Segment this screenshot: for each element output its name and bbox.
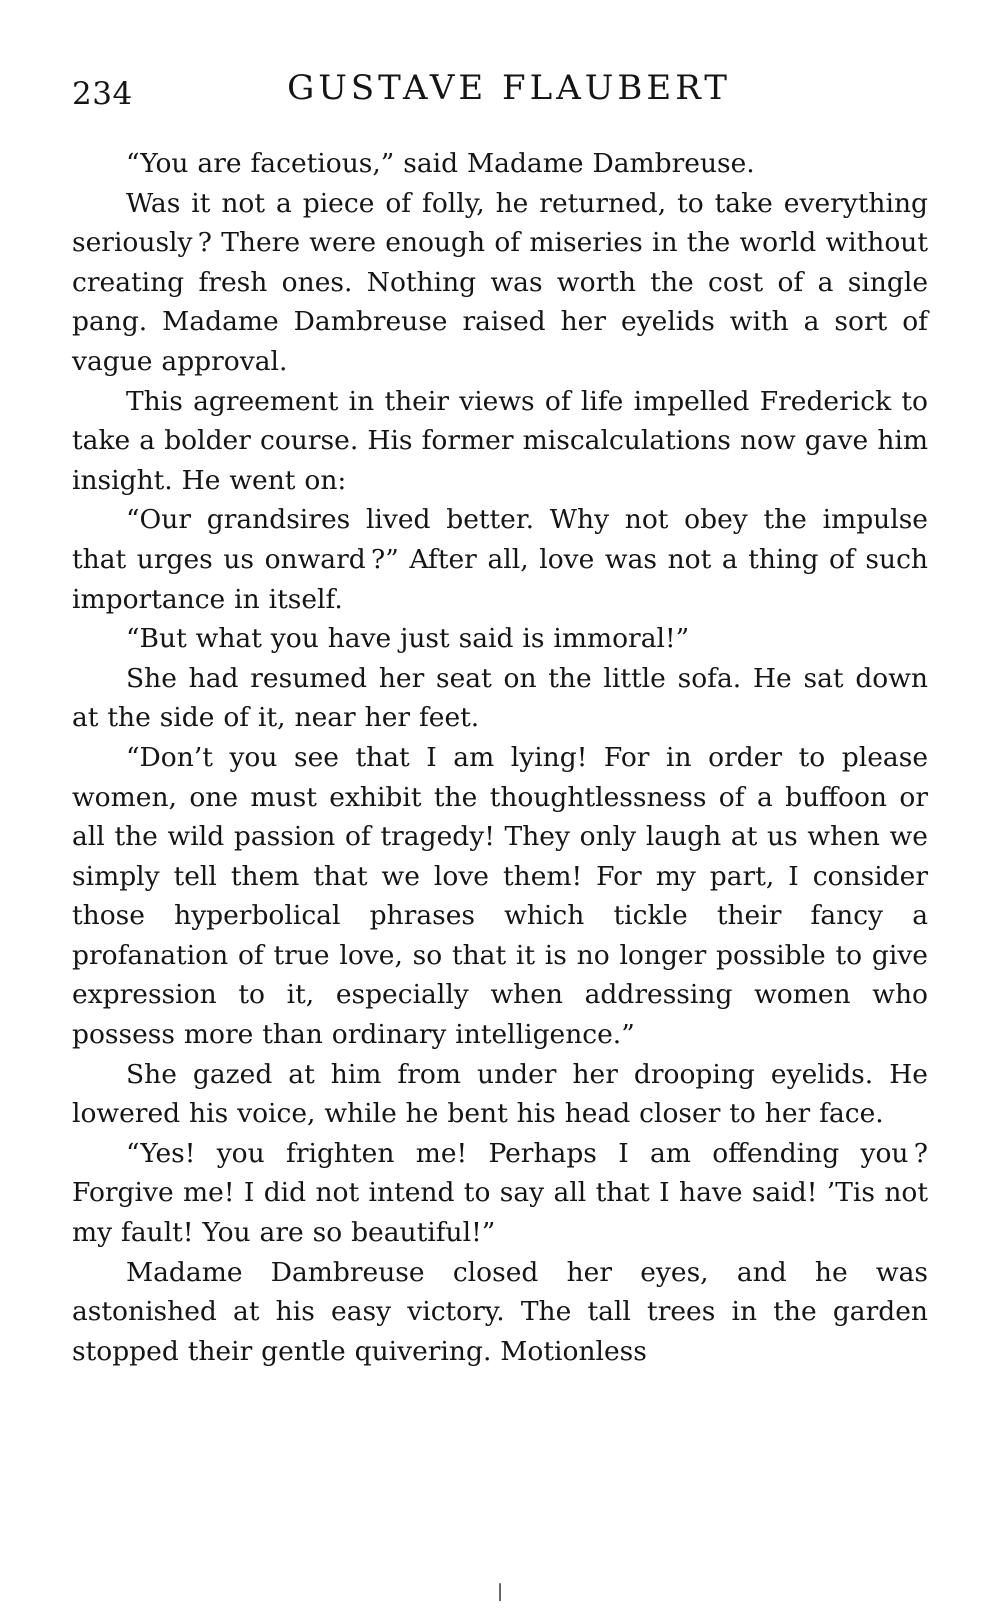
page-number: 234 (72, 76, 133, 112)
paragraph: “Yes! you frighten me! Perhaps I am offending you ? Forgive me! I did not intend to say all that I have said! ’Tis not my fault! You are so beautiful!” (72, 1137, 928, 1249)
paragraph: “Our grandsires lived better. Why not obey the impulse that urges us onward ?” After all, love was not a thing of such importance in itself. (72, 504, 928, 615)
paragraph: “Don’t you see that I am lying! For in order to please women, one must exhibit the thoughtlessness of a buffoon or all the wild passion of tragedy! They only laugh at us when we simply tell them that we love them! For my part, I consider those hyperbolical phrases which tickle their fancy a profanation of true love, so that it is no longer possible to give expression to it, especially when addressing women who possess more than ordinary intelligence.” (72, 741, 928, 1051)
paragraph: She gazed at him from under her drooping eyelids. He lowered his voice, while he bent his head closer to her face. (72, 1058, 928, 1130)
running-title: GUSTAVE FLAUBERT (287, 68, 731, 108)
paragraph: This agreement in their views of life impelled Frederick to take a bolder course. His former miscalculations now gave him insight. He went on: (72, 385, 928, 496)
paragraph: Was it not a piece of folly, he returned, to take everything seriously ? There were enough of miseries in the world without creating fresh ones. Nothing was worth the cost of a single pang. Madame Dambreuse raised her eyelids with a sort of vague approval. (72, 187, 928, 377)
paragraph: Madame Dambreuse closed her eyes, and he was astonished at his easy victory. The tall trees in the garden stopped their gentle quivering. Motionless (72, 1256, 928, 1367)
page-foot-mark: | (496, 1581, 504, 1602)
body-text (72, 144, 928, 1371)
paragraph: “You are facetious,” said Madame Dambreuse. (126, 148, 755, 179)
page-header (72, 60, 928, 132)
paragraph: “But what you have just said is immoral!” (126, 623, 690, 655)
paragraph: She had resumed her seat on the little sofa. He sat down at the side of it, near her feet. (72, 662, 928, 734)
